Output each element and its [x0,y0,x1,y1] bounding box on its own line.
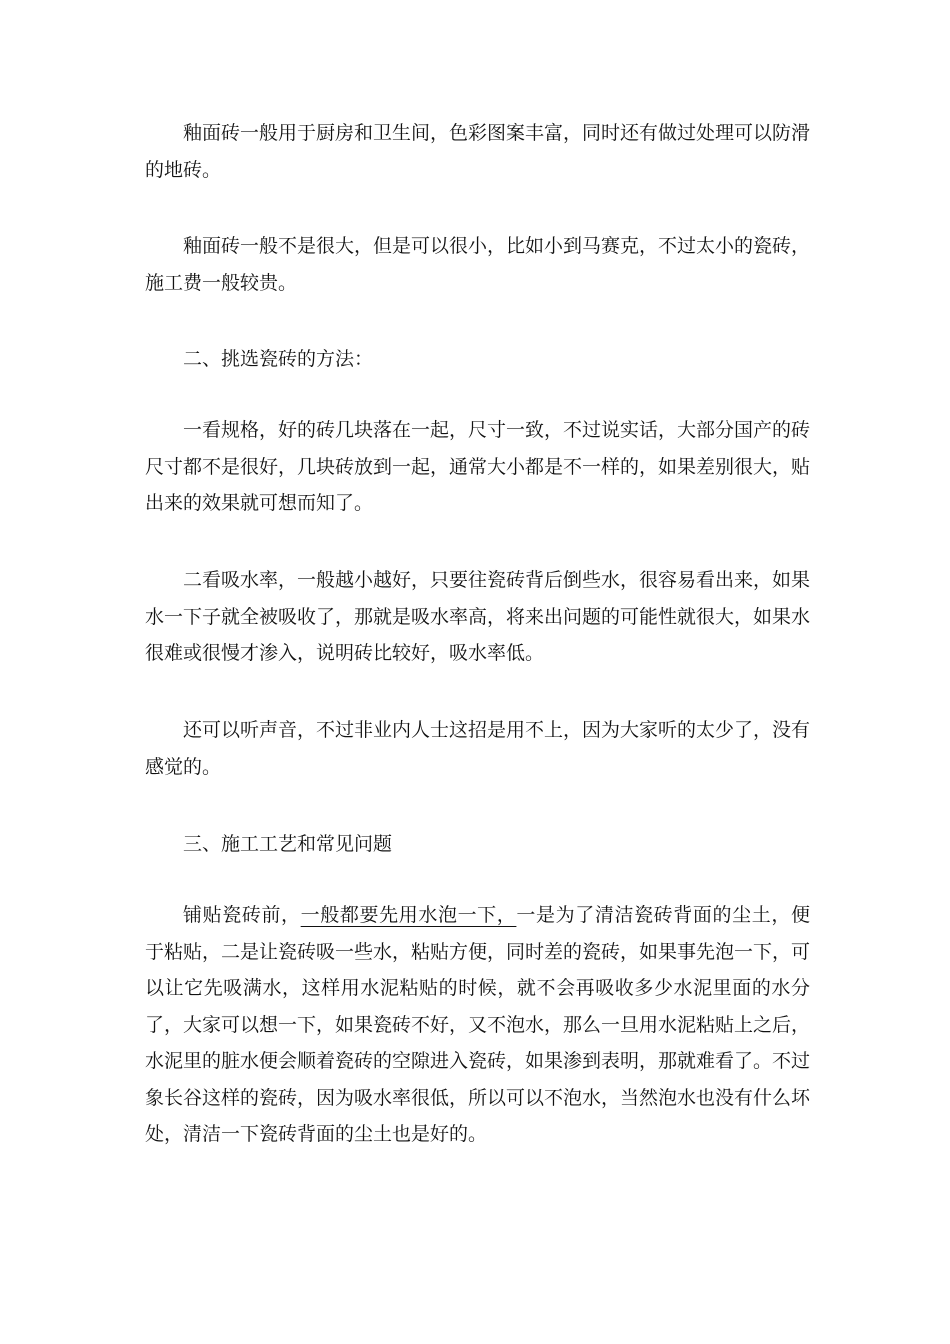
paragraph-soak-tiles-intro: 铺贴瓷砖前， [183,904,301,926]
paragraph-check-water-absorption: 二看吸水率，一般越小越好，只要往瓷砖背后倒些水，很容易看出来，如果水一下子就全被吸收了，那就是吸水率高，将来出问题的可能性就很大，如果水很难或很慢才渗入，说明砖比较好，吸水率低。 [145,569,811,664]
section-heading-construction: 三、施工工艺和常见问题 [183,833,393,855]
paragraph-soak-tiles [145,897,810,1153]
section-heading-tile-selection: 二、挑选瓷砖的方法： [183,348,374,370]
underlined-phrase: 一般都要先用水泡一下， [300,904,517,926]
paragraph-glazed-tile-usage: 釉面砖一般用于厨房和卫生间，色彩图案丰富，同时还有做过处理可以防滑的地砖。 [145,122,811,181]
paragraph-glazed-tile-size: 釉面砖一般不是很大，但是可以很小，比如小到马赛克，不过太小的瓷砖，施工费一般较贵。 [145,235,811,294]
paragraph-check-size: 一看规格，好的砖几块落在一起，尺寸一致，不过说实话，大部分国产的砖尺寸都不是很好，几块砖放到一起，通常大小都是不一样的，如果差别很大，贴出来的效果就可想而知了。 [145,419,811,514]
paragraph-listen-sound: 还可以听声音，不过非业内人士这招是用不上，因为大家听的太少了，没有感觉的。 [145,719,811,778]
paragraph-soak-tiles-body: 一是为了清洁瓷砖背面的尘土，便于粘贴，二是让瓷砖吸一些水，粘贴方便，同时差的瓷砖，如果事先泡一下，可以让它先吸满水，这样用水泥粘贴的时候，就不会再吸收多少水泥里面的水分了，大家可以想一下，如果瓷砖不好，又不泡水，那么一旦用水泥粘贴上之后，水泥里的脏水便会顺着瓷砖的空隙进入瓷砖，如果渗到表明，那就难看了。不过象长谷这样的瓷砖，因为吸水率很低，所以可以不泡水，当然泡水也没有什么坏处，清洁一下瓷砖背面的尘土也是好的。 [145,904,811,1145]
